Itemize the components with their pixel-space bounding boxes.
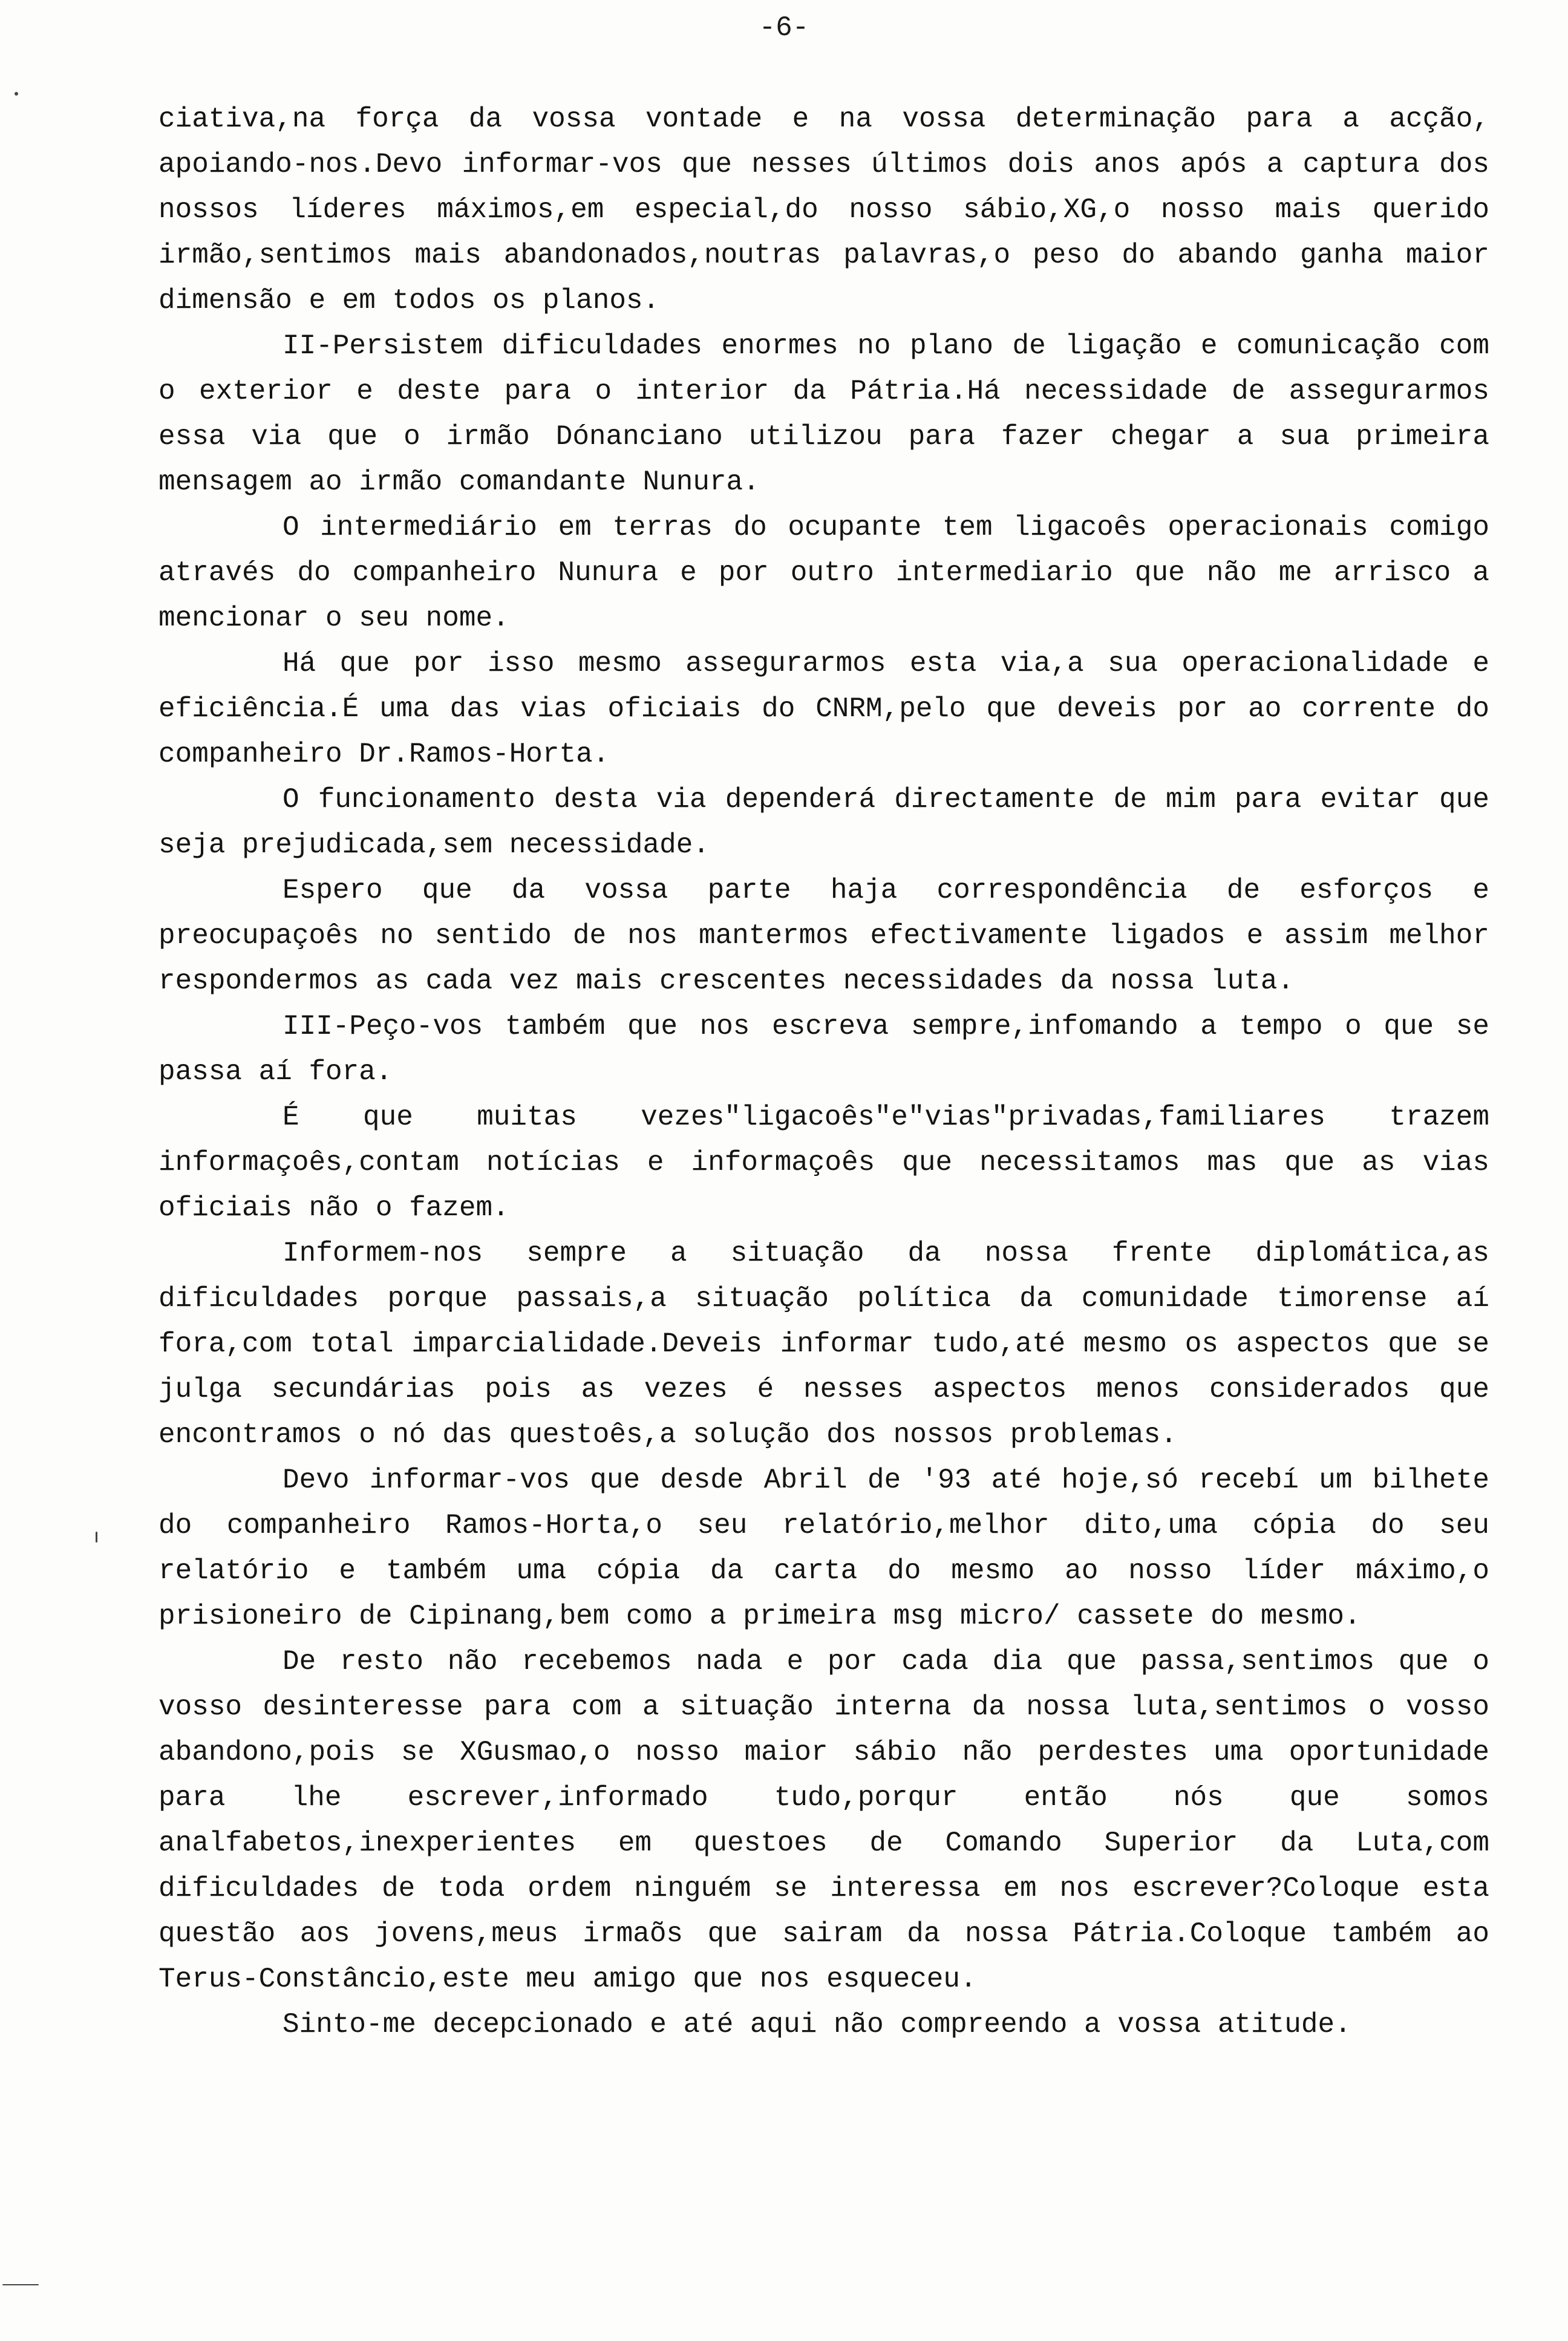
paragraph-3: O intermediário em terras do ocupante tem ligacoês operacionais comigo através do companheiro Nunura e por outro intermediario que não me arrisco a mencionar o seu nome. [158, 512, 1489, 634]
paragraph-12: Sinto-me decepcionado e até aqui não compreendo a vossa atitude. [283, 2009, 1351, 2040]
paragraph-7: III-Peço-vos também que nos escreva sempre,infomando a tempo o que se passa aí fora. [158, 1011, 1489, 1088]
scan-speck [2, 2284, 39, 2285]
paragraph-6: Espero que da vossa parte haja correspondência de esforços e preocupaçoês no sentido de nos mantermos efectivamente ligados e assim melhor respondermos as cada vez mais crescentes necessidades da nossa luta. [158, 875, 1489, 997]
paragraph-4: Há que por isso mesmo assegurarmos esta via,a sua operacionalidade e eficiência.É uma das vias oficiais do CNRM,pelo que deveis por ao corrente do companheiro Dr.Ramos-Horta. [158, 648, 1489, 770]
scan-speck [15, 92, 18, 96]
paragraph-9: Informem-nos sempre a situação da nossa frente diplomática,as dificuldades porque passais,a situação política da comunidade timorense aí fora,com total imparcialidade.Deveis informar tudo,até mesmo os aspectos que se julga secundárias pois as vezes é nesses aspectos menos considerados que encontramos o nó das questoês,a solução dos nossos problemas. [158, 1238, 1489, 1451]
paragraph-10: Devo informar-vos que desde Abril de '93 até hoje,só recebí um bilhete do companheiro Ramos-Horta,o seu relatório,melhor dito,uma cópia do seu relatório e também uma cópia da carta do mesmo ao nosso líder máximo,o prisioneiro de Cipinang,bem como a primeira msg micro/ cassete do mesmo. [158, 1464, 1489, 1632]
paragraph-8: É que muitas vezes"ligacoês"e"vias"privadas,familiares trazem informaçoês,contam notícias e informaçoês que necessitamos mas que as vias oficiais não o fazem. [158, 1102, 1489, 1224]
scan-speck [96, 1532, 97, 1543]
letter-body [158, 97, 1489, 2048]
paragraph-1: ciativa,na força da vossa vontade e na vossa determinação para a acção, apoiando-nos.Devo informar-vos que nesses últimos dois anos após a captura dos nossos líderes máximos,em especial,do nosso sábio,XG,o nosso mais querido irmão,sentimos mais abandonados,noutras palavras,o peso do abando ganha maior dimensão e em todos os planos. [158, 103, 1489, 316]
paragraph-11: De resto não recebemos nada e por cada dia que passa,sentimos que o vosso desinteresse para com a situação interna da nossa luta,sentimos o vosso abandono,pois se XGusmao,o nosso maior sábio não perdestes uma oportunidade para lhe escrever,informado tudo,porqur então nós que somos analfabetos,inexperientes em questoes de Comando Superior da Luta,com dificuldades de toda ordem ninguém se interessa em nos escrever?Coloque esta questão aos jovens,meus irmaõs que sairam da nossa Pátria.Coloque também ao Terus-Constâncio,este meu amigo que nos esqueceu. [158, 1646, 1489, 1995]
page-number: -6- [759, 12, 809, 44]
paragraph-5: O funcionamento desta via dependerá directamente de mim para evitar que seja prejudicada,sem necessidade. [158, 784, 1489, 861]
paragraph-2: II-Persistem dificuldades enormes no plano de ligação e comunicação com o exterior e deste para o interior da Pátria.Há necessidade de assegurarmos essa via que o irmão Dónanciano utilizou para fazer chegar a sua primeira mensagem ao irmão comandante Nunura. [158, 330, 1489, 498]
